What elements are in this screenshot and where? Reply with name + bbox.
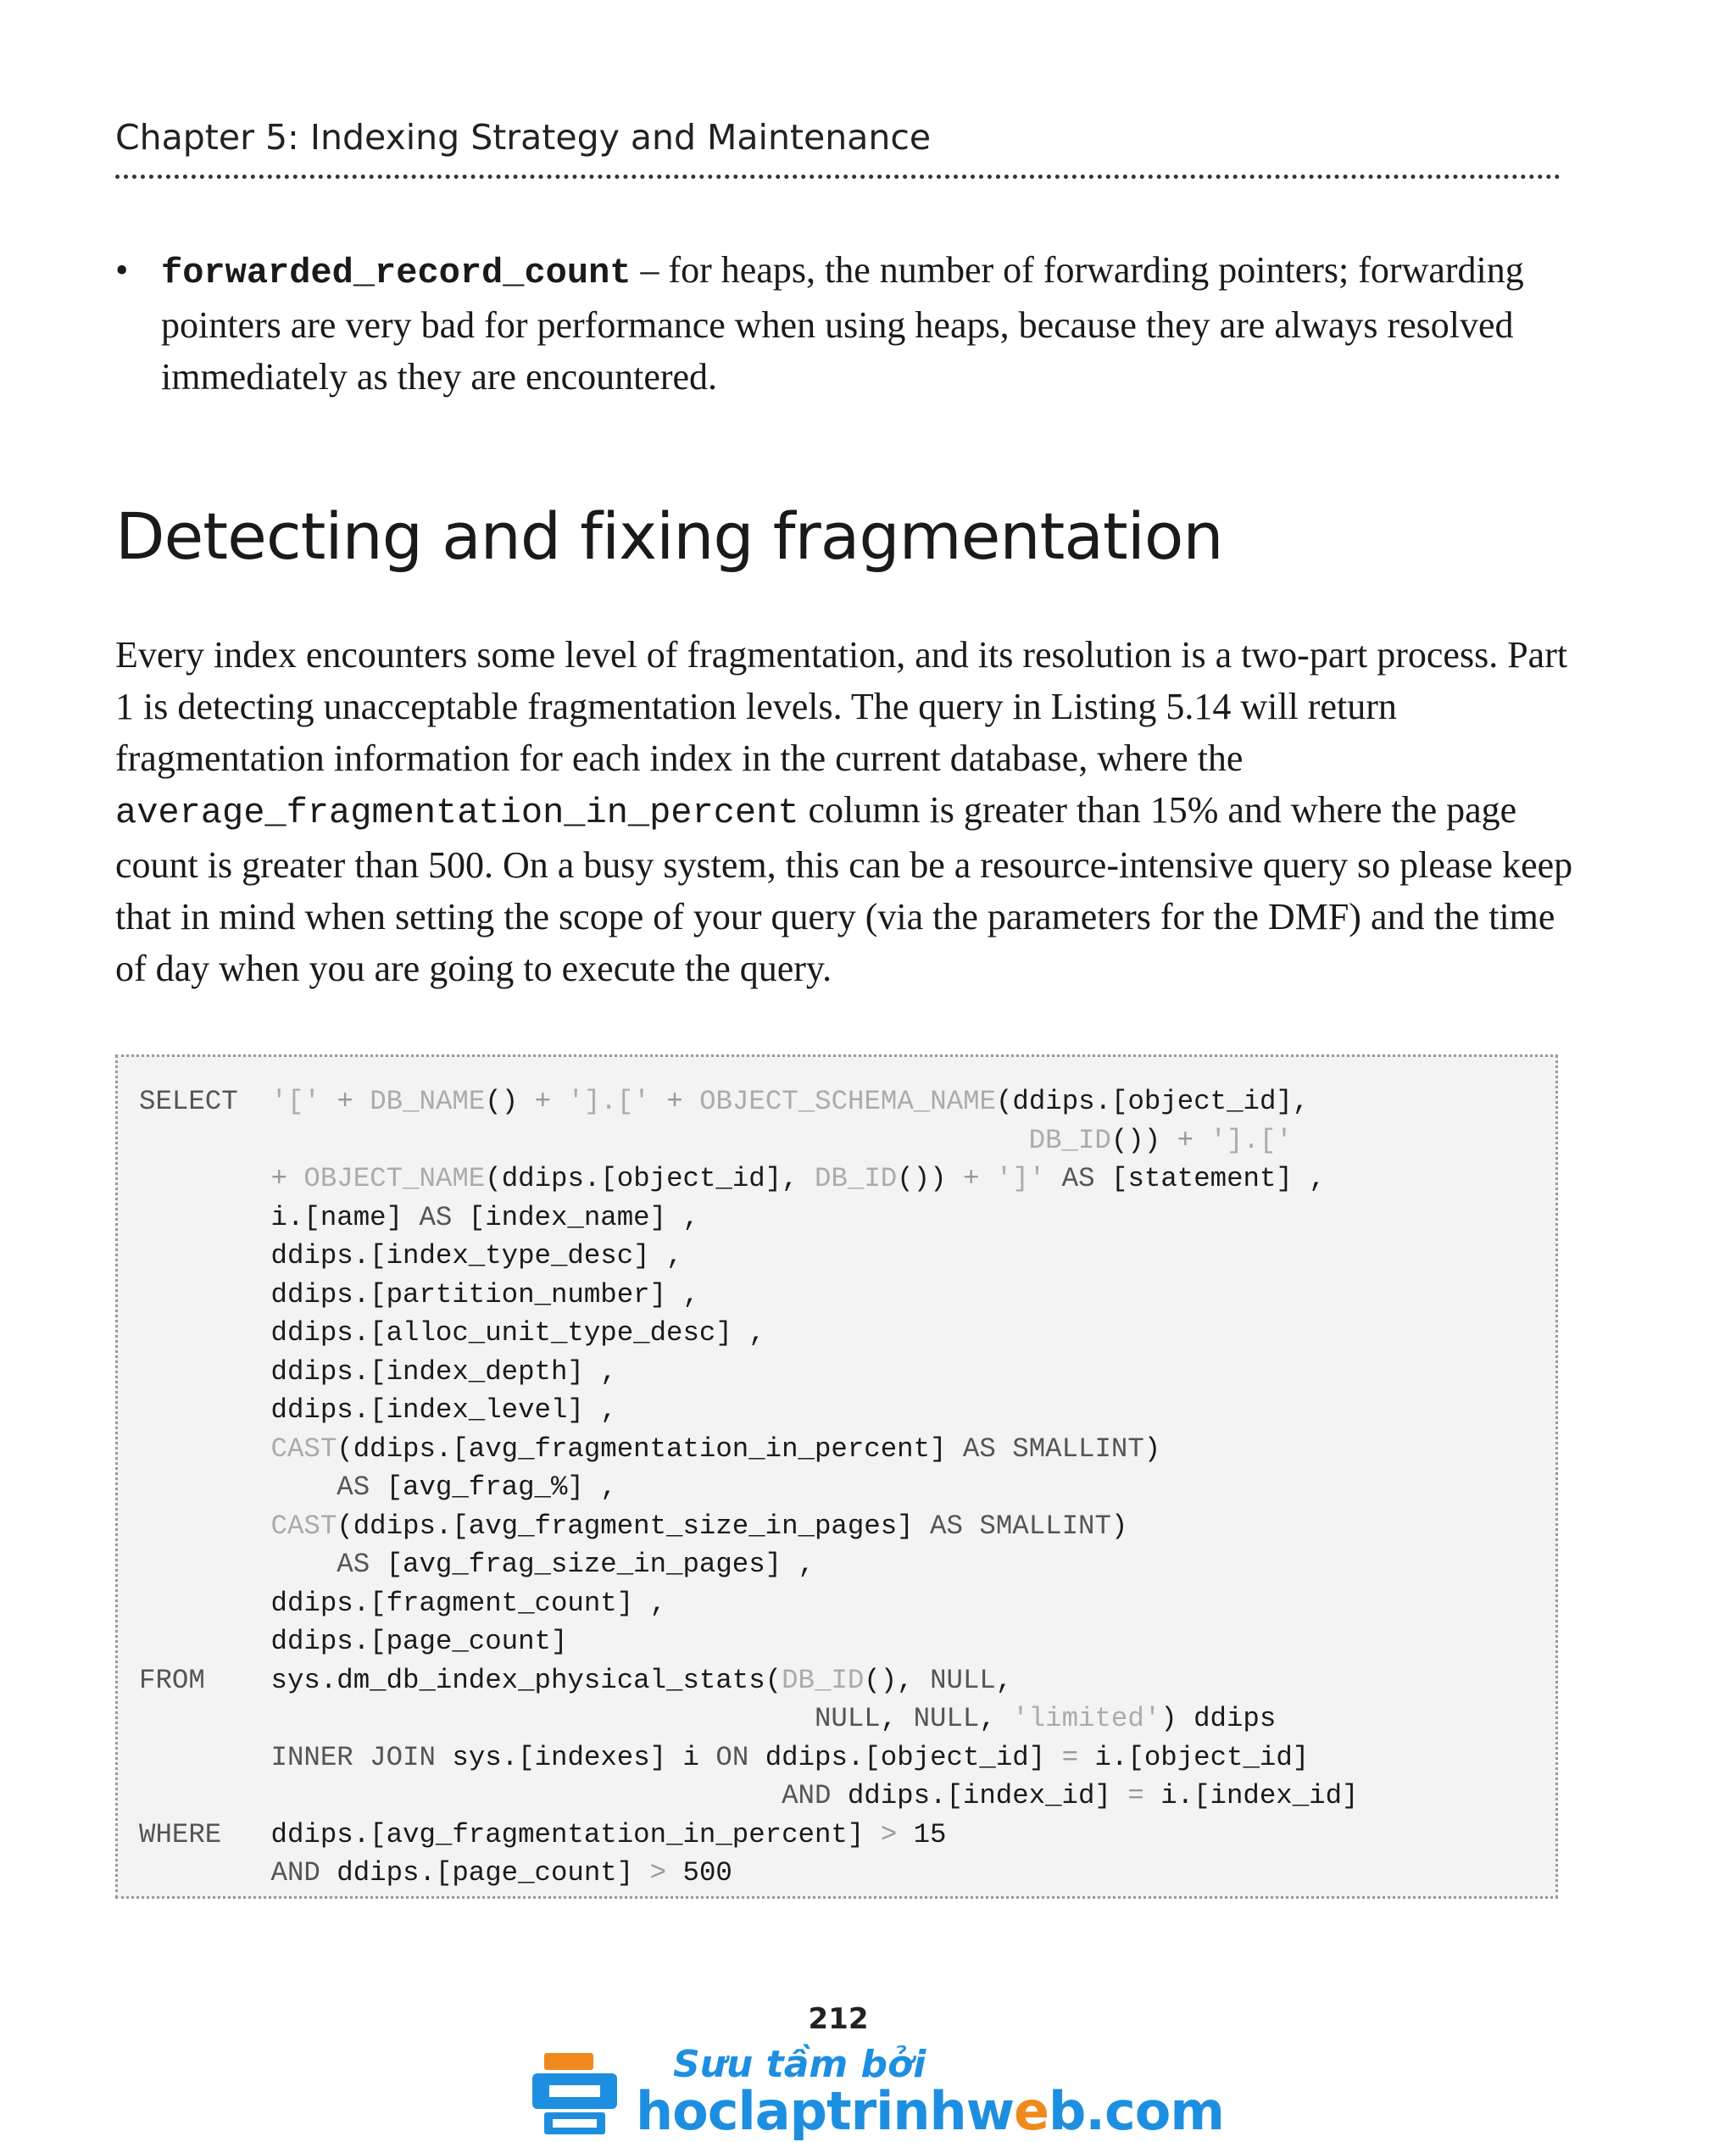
code-line: CAST(ddips.[avg_fragmentation_in_percent] AS SMALLINT) (270, 1433, 1161, 1465)
code-line: CAST(ddips.[avg_fragment_size_in_pages] AS SMALLINT) (270, 1510, 1128, 1542)
watermark-caption: Sưu tầm bởi (673, 2043, 926, 2086)
header-divider (115, 175, 1561, 179)
bullet-description: – for heaps, the number of forwarding pointers; forwarding pointers are very bad for performance when using heaps, because they are always resolved immediately as they are encountered. (161, 249, 1524, 398)
code-line: DB_ID()) + '].[' (1028, 1124, 1293, 1156)
code-line: ddips.[index_depth] , (139, 1355, 617, 1388)
code-line: NULL, NULL, 'limited') ddips (814, 1703, 1277, 1734)
code-line: i.[name] AS [index_name] , (139, 1201, 699, 1233)
page-number: 212 (808, 2002, 869, 2036)
bullet-text (161, 244, 1556, 403)
watermark-site (636, 2080, 1224, 2142)
code-line: ddips.[alloc_unit_type_desc] , (139, 1317, 765, 1349)
paragraph-text-1: Every index encounters some level of fragmentation, and its resolution is a two-part process. Part 1 is detecting unacceptable fragmentation levels. The query in Listing 5.14 will return fragmentation information for each index in the current database, where the (115, 634, 1568, 779)
code-line: AS [avg_frag_size_in_pages] , (337, 1549, 815, 1580)
watermark-site-end: b.com (1049, 2080, 1224, 2142)
bullet-dot-icon: • (115, 249, 129, 291)
bullet-item (115, 244, 1556, 403)
code-line: ddips.[index_type_desc] , (139, 1240, 683, 1271)
watermark-logo-icon (529, 2048, 622, 2141)
code-line: ddips.[index_level] , (139, 1394, 617, 1426)
code-line: AS [avg_frag_%] , (337, 1472, 617, 1503)
code-line: + OBJECT_NAME(ddips.[object_id], DB_ID()) + ']' AS [statement] , (270, 1163, 1326, 1194)
section-heading: Detecting and fixing fragmentation (115, 498, 1223, 574)
code-line: INNER JOIN sys.[indexes] i ON ddips.[object_id] = i.[object_id] (270, 1741, 1310, 1773)
code-line: AND ddips.[page_count] > 500 (270, 1857, 732, 1889)
watermark-site-main: hoclaptrinhw (636, 2080, 1014, 2142)
watermark-site-accent: e (1013, 2080, 1049, 2142)
code-listing (115, 1054, 1558, 1899)
code-listing-text (139, 1082, 1358, 1893)
body-paragraph (115, 629, 1573, 994)
paragraph-text-2: column is greater than 15% and where the page count is greater than 500. On a busy system, this can be a resource-intensive query so please keep that in mind when setting the scope of your query (via the parameters for the DMF) and the time of day when you are going to execute the query. (115, 789, 1573, 989)
code-line: ddips.[fragment_count] , (139, 1587, 667, 1619)
code-line: AND ddips.[index_id] = i.[index_id] (782, 1780, 1359, 1811)
running-header: Chapter 5: Indexing Strategy and Maintenance (115, 117, 932, 158)
watermark (529, 2038, 1224, 2142)
code-line: ddips.[partition_number] , (139, 1278, 699, 1310)
paragraph-inline-code: average_fragmentation_in_percent (115, 793, 799, 833)
bullet-term: forwarded_record_count (161, 253, 632, 293)
code-line: WHERE ddips.[avg_fragmentation_in_percent] > 15 (139, 1818, 947, 1850)
code-line: SELECT '[' + DB_NAME() + '].[' + OBJECT_SCHEMA_NAME(ddips.[object_id], (139, 1086, 1310, 1117)
code-line: ddips.[page_count] (139, 1626, 568, 1657)
code-line: FROM sys.dm_db_index_physical_stats(DB_ID(), NULL, (139, 1664, 1013, 1696)
